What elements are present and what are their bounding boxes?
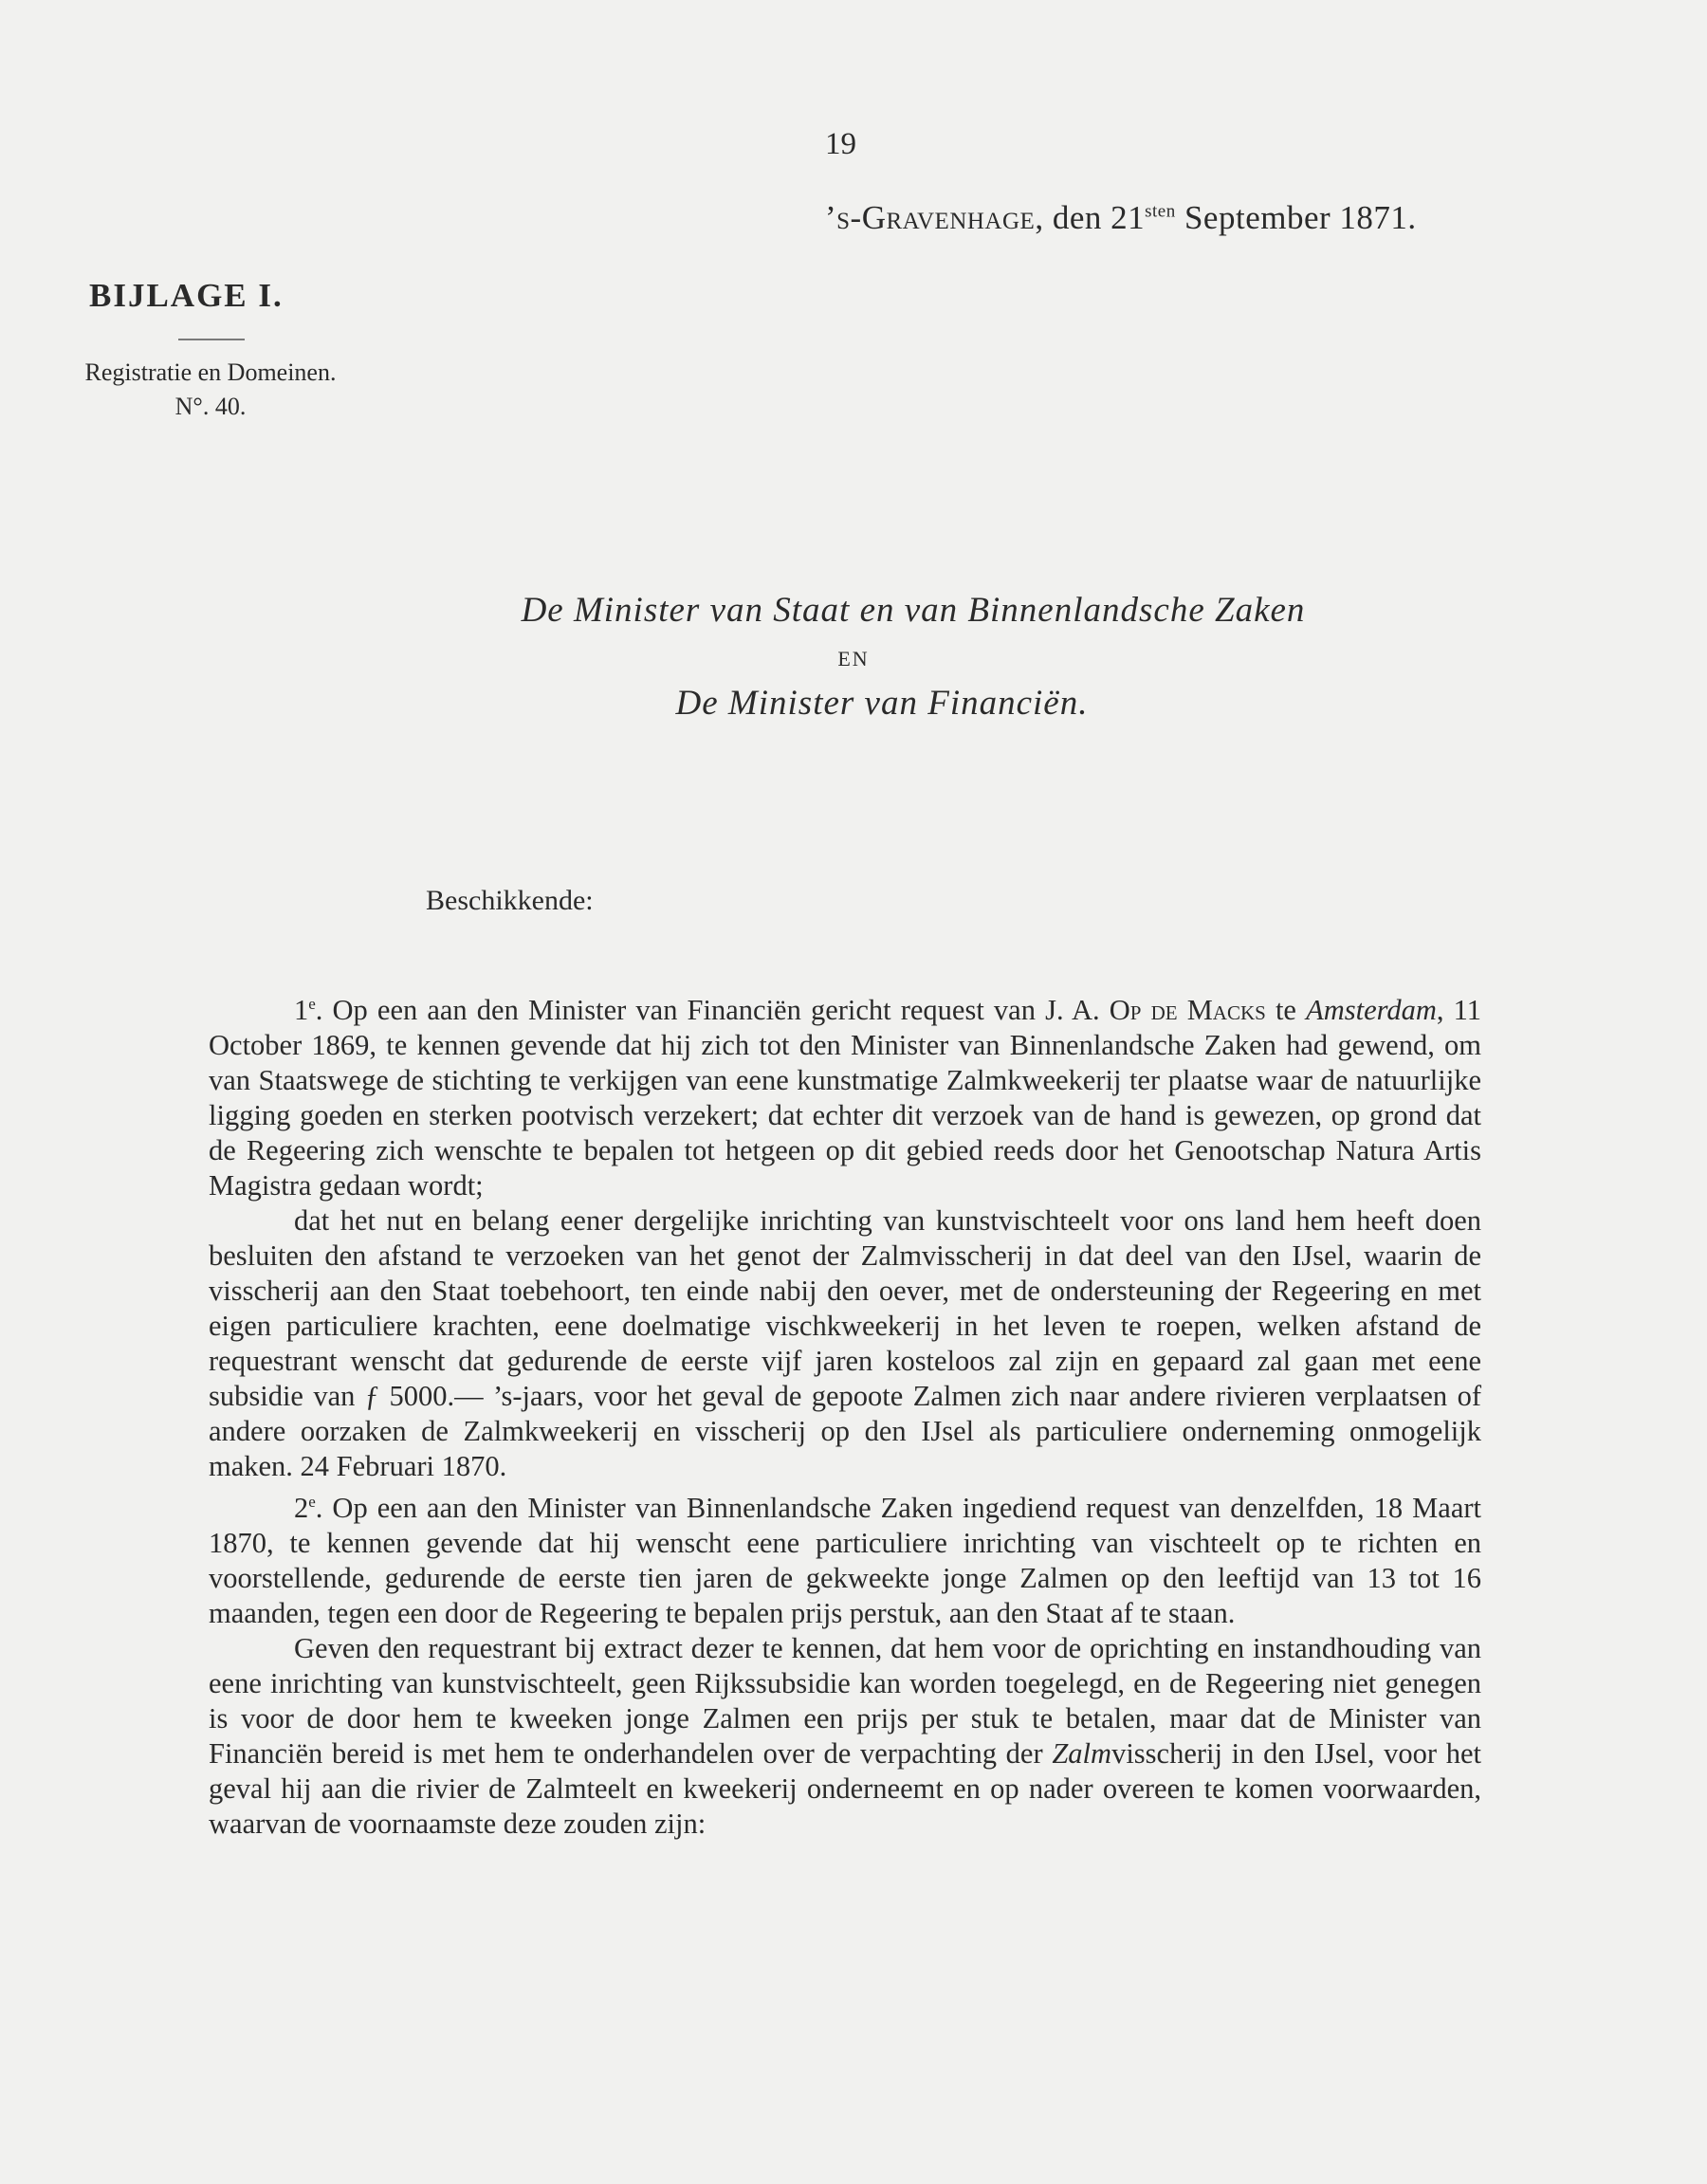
requestor-name: Op de Macks — [1109, 994, 1266, 1027]
paragraph-3-marker: 2 — [294, 1492, 309, 1525]
paragraph-4 — [209, 1631, 1481, 1842]
appendix-number: N°. 40. — [174, 393, 247, 420]
paragraph-2: dat het nut en belang eener dergelijke inrichting van kunstvischteelt voor ons land hem heeft doen besluiten den afstand te verzoeken van het genot der Zalmvisscherij in dat deel van den IJsel, waarin de visscherij aan den Staat toebehoort, ten einde nabij den oever, met de ondersteuning der Regeering en met eigen particuliere krachten, eene doelmatige vischkweekerij in het leven te roepen, welken afstand de requestrant wenscht dat gedurende de eerste vijf jaren kosteloos zal zijn en gepaard zal gaan met eene subsidie van ƒ 5000.— ’s-jaars, voor het geval de gepoote Zalmen zich naar andere rivieren verplaatsen of andere oorzaken de Zalmkweekerij en visscherij op den IJsel als particuliere onderneming onmogelijk maken. 24 Februari 1870. — [209, 1204, 1481, 1483]
paragraph-4-text-a: Geven den requestrant bij extract dezer te kennen, dat hem voor de oprichting en instandhouding van eene inrichting van kunstvischteelt, geen Rijkssubsidie kan worden toegelegd, en de Regeering niet genegen is voor de door hem te kweeken jonge Zalmen een prijs per stuk te betalen, maar dat de Minister van Financiën bereid is met hem te onderhandelen over de verpachting der — [209, 1632, 1481, 1771]
paragraph-4-italic: Zalm — [1052, 1737, 1112, 1771]
paragraph-1 — [209, 986, 1481, 1203]
heading-conjunction: EN — [837, 647, 870, 670]
paragraph-1-text-c: , 11 October 1869, te kennen gevende dat hij zich tot den Minister van Binnenlandsche Zaken had gewend, om van Staatswege de stichting te verkijgen van eene kunstmatige Zalmkweekerij ter plaatse waar de natuurlijke ligging goeden en sterken pootvisch verzekert; dat echter dit verzoek van de hand is gewezen, op grond dat de Regeering zich wenschte te bepalen tot hetgeen op dit gebied reeds door het Genootschap Natura Artis Magistra gedaan wordt; — [209, 994, 1481, 1202]
heading-line-1: De Minister van Staat en van Binnenlandsche Zaken — [521, 591, 1306, 630]
requestor-place: Amsterdam — [1306, 994, 1437, 1027]
paragraph-1-marker: 1 — [294, 994, 309, 1027]
paragraph-1-marker-sup: e — [308, 995, 316, 1013]
paragraph-3-text: . Op een aan den Minister van Binnenlandsche Zaken ingediend request van denzelfden, 18 Maart 1870, te kennen gevende dat hij wenscht eene particuliere inrichting van vischteelt op te richten en voorstellende, gedurende de eerste tien jaren de gekweekte jonge Zalmen op den leeftijd van 13 tot 16 maanden, tegen een door de Regeering te bepalen prijs perstuk, aan den Staat af te staan. — [209, 1492, 1481, 1630]
paragraph-3-marker-sup: e — [308, 1493, 316, 1512]
dateline-ordinal: sten — [1145, 201, 1176, 222]
divider — [178, 339, 245, 340]
dateline-date-end: September 1871. — [1175, 199, 1417, 236]
dateline-date-start: , den 21 — [1035, 199, 1146, 236]
body-text — [209, 986, 1481, 1842]
paragraph-1-text-a: . Op een aan den Minister van Financiën gericht request van J. A. — [315, 994, 1110, 1027]
paragraph-4-text-b: visscherij in den IJsel, voor het geval hij aan die rivier de Zalmteelt en kweekerij onderneemt en op nader overeen te komen voorwaarden, waarvan de voornaamste deze zouden zijn: — [209, 1737, 1481, 1841]
heading-line-2: De Minister van Financiën. — [675, 684, 1089, 723]
dateline-place: ’s-Gravenhage — [825, 199, 1036, 236]
paragraph-3 — [209, 1484, 1481, 1631]
dateline — [825, 199, 1417, 237]
page-number: 19 — [825, 127, 856, 161]
department-label: Registratie en Domeinen. — [84, 358, 337, 386]
appendix-label: BIJLAGE I. — [89, 277, 284, 314]
paragraph-1-text-b: te — [1265, 994, 1307, 1027]
decree-intro: Beschikkende: — [426, 885, 594, 916]
